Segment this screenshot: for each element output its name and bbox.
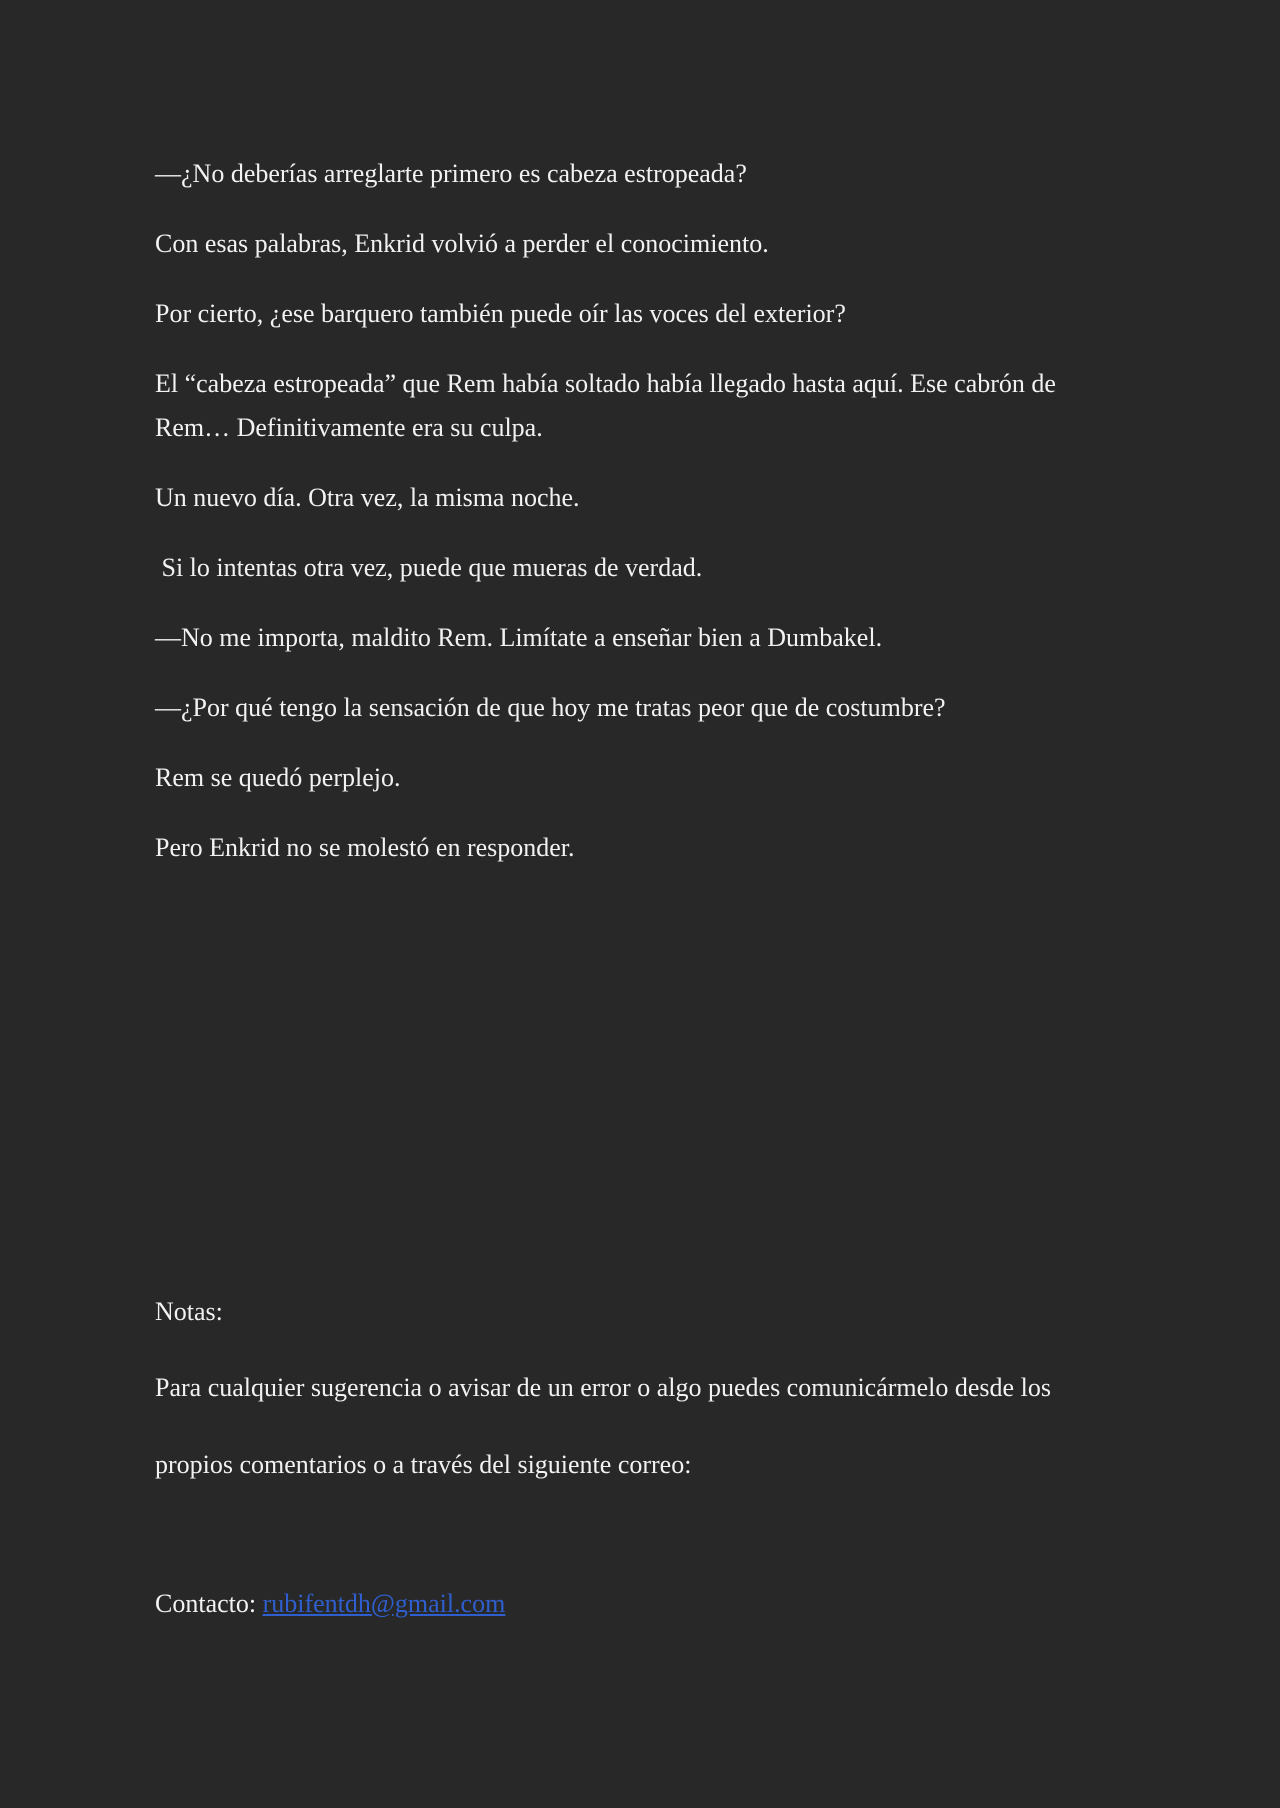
story-paragraph: Pero Enkrid no se molestó en responder. (155, 833, 575, 862)
notes-text-line-2: propios comentarios o a través del siguiente correo: (155, 1450, 692, 1479)
contact-label: Contacto: (155, 1589, 263, 1618)
story-paragraph: Con esas palabras, Enkrid volvió a perder el conocimiento. (155, 229, 769, 258)
story-paragraph: —¿Por qué tengo la sensación de que hoy me tratas peor que de costumbre? (155, 693, 946, 722)
notes-text-line-1: Para cualquier sugerencia o avisar de un error o algo puedes comunicármelo desde los (155, 1373, 1051, 1402)
story-paragraph: Por cierto, ¿ese barquero también puede oír las voces del exterior? (155, 299, 846, 328)
story-paragraph: Si lo intentas otra vez, puede que mueras de verdad. (155, 553, 703, 582)
story-paragraph: —No me importa, maldito Rem. Limítate a enseñar bien a Dumbakel. (155, 623, 883, 652)
story-paragraph: Rem se quedó perplejo. (155, 763, 401, 792)
contact-line (155, 1582, 1155, 1626)
story-paragraph: El “cabeza estropeada” que Rem había soltado había llegado hasta aquí. Ese cabrón de Rem… Definitivamente era su culpa. (155, 369, 1063, 442)
contact-email-link[interactable]: rubifentdh@gmail.com (262, 1589, 506, 1618)
story-paragraph: Un nuevo día. Otra vez, la misma noche. (155, 483, 580, 512)
story-paragraph: —¿No deberías arreglarte primero es cabeza estropeada? (155, 159, 747, 188)
notes-heading: Notas: (155, 1297, 223, 1326)
story-text (155, 152, 1135, 896)
translator-notes (155, 1290, 1155, 1626)
